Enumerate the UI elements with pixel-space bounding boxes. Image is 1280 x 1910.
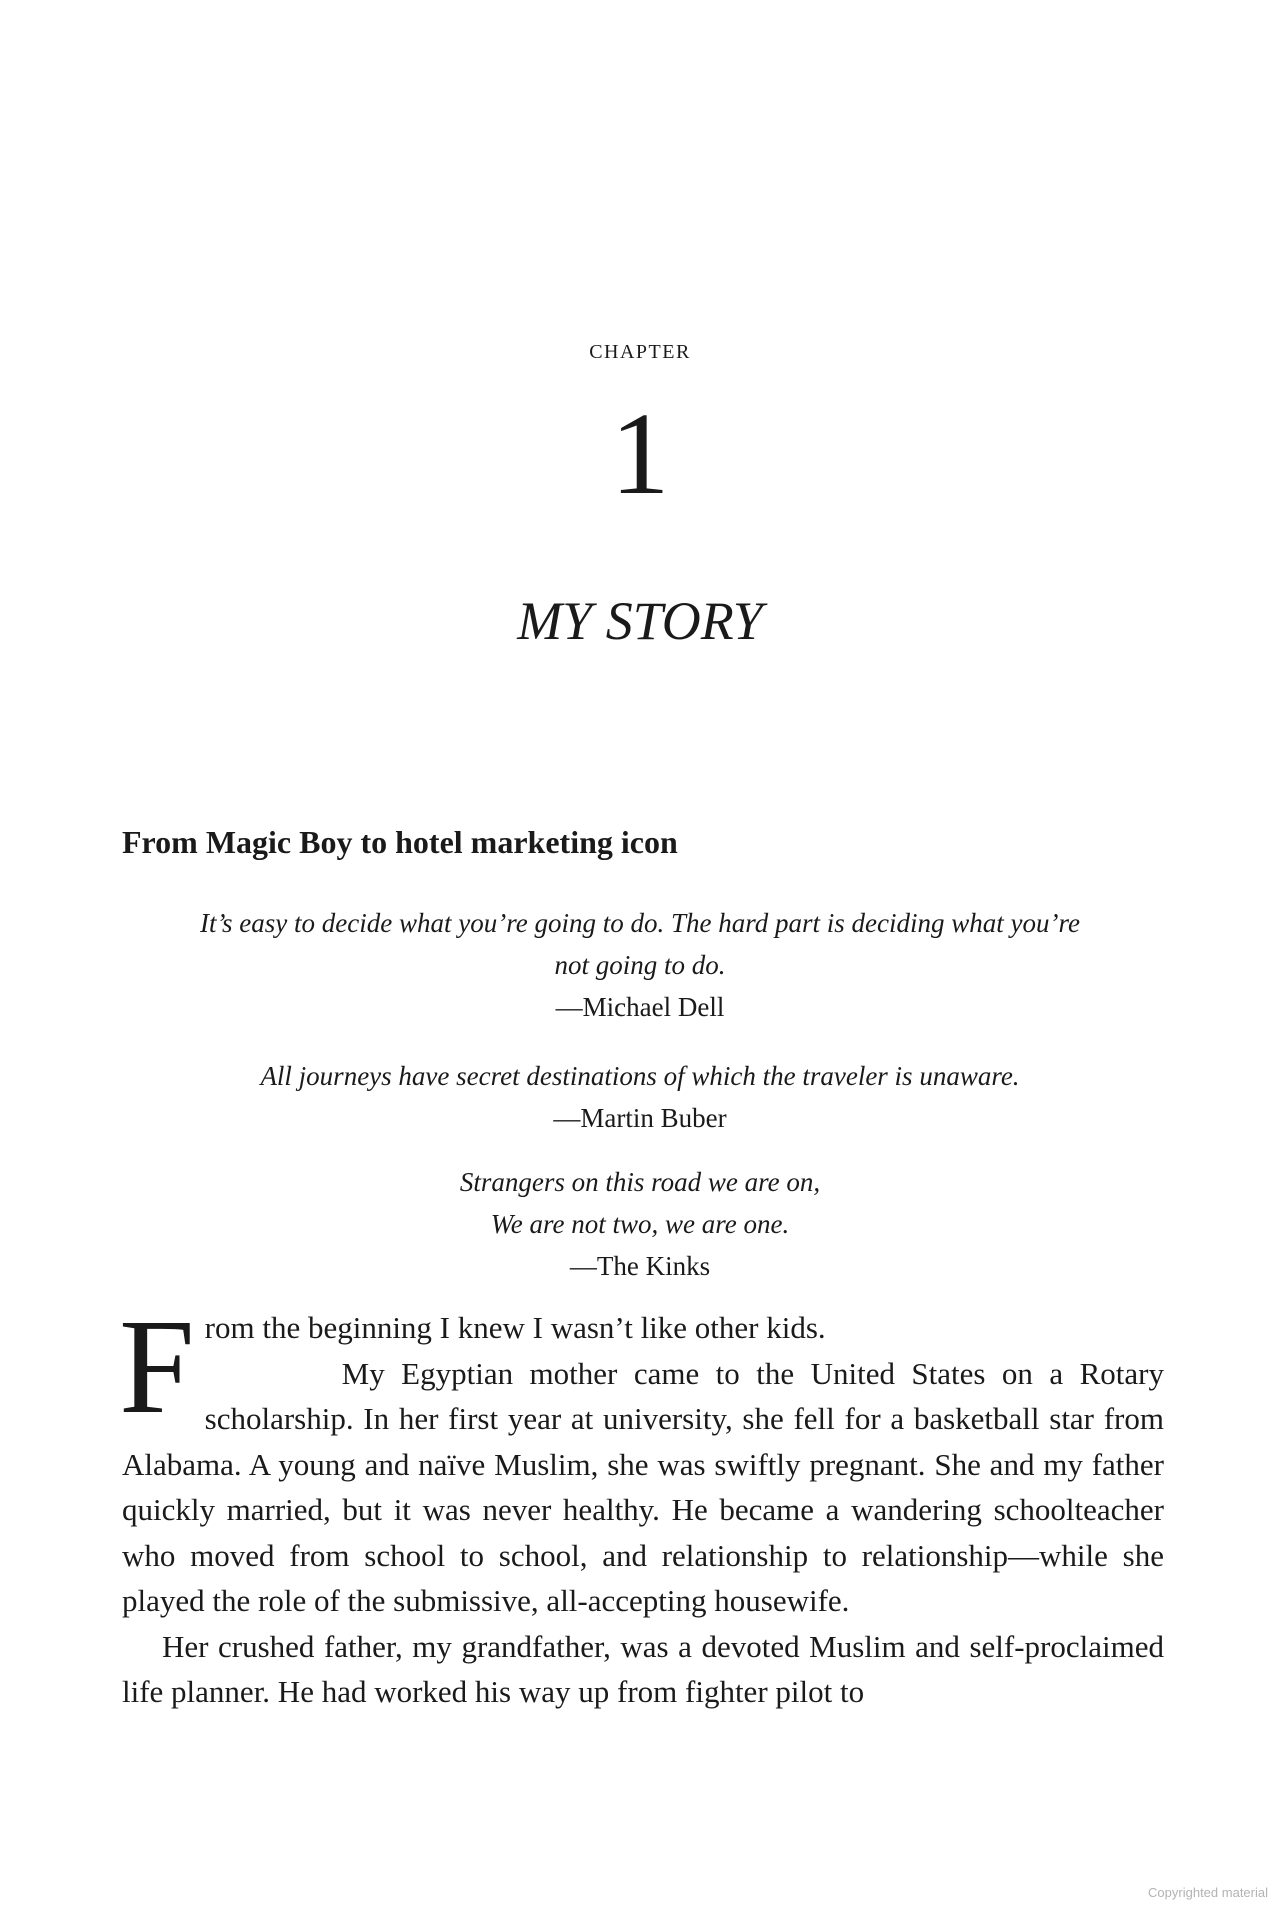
epigraph-attribution: —Martin Buber xyxy=(553,1103,727,1133)
epigraph-quote-line: It’s easy to decide what you’re going to do. The hard part is deciding what you’re xyxy=(200,908,1080,938)
epigraph-attribution: —The Kinks xyxy=(569,1251,711,1281)
epigraph-the-kinks xyxy=(150,1161,1130,1287)
copyright-notice: Copyrighted material xyxy=(1148,1885,1268,1900)
epigraph-quote-line: All journeys have secret destinations of which the traveler is unaware. xyxy=(260,1061,1020,1091)
chapter-title: MY STORY xyxy=(517,591,763,651)
epigraph-quote-line: We are not two, we are one. xyxy=(490,1209,790,1239)
epigraph-attribution: —Michael Dell xyxy=(555,992,725,1022)
body-paragraph: Her crushed father, my grandfather, was a devoted Muslim and self-proclaimed life planner. He had worked his way up from fighter pilot to xyxy=(122,1628,1164,1709)
epigraph-quote-line: Strangers on this road we are on, xyxy=(459,1167,821,1197)
chapter-number: 1 xyxy=(610,388,670,519)
body-text xyxy=(119,1292,1164,1715)
section-heading: From Magic Boy to hotel marketing icon xyxy=(122,824,678,860)
chapter-label: CHAPTER xyxy=(589,341,691,363)
body-paragraph: rom the beginning I knew I wasn’t like other kids. xyxy=(204,1310,826,1345)
epigraph-quote-line: not going to do. xyxy=(554,950,726,980)
drop-cap: F xyxy=(119,1292,195,1442)
epigraph-martin-buber xyxy=(150,1055,1130,1139)
body-paragraph: My Egyptian mother came to the United States on a Rotary scholarship. In her first year at university, she fell for a basketball star from Alabama. A young and naïve Muslim, she was swiftly pregnant. She and my father quickly married, but it was never healthy. He became a wandering schoolteacher who moved from school to school, and relationship to relationship—while she played the role of the submissive, all-accepting housewife. xyxy=(122,1355,1164,1618)
epigraph-michael-dell xyxy=(150,902,1130,1028)
